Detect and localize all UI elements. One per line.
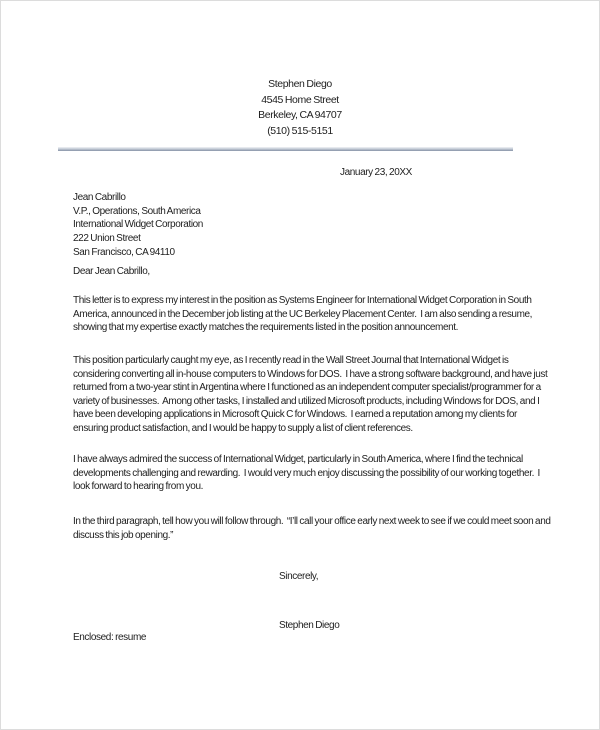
sender-address-block <box>1 77 599 139</box>
signature-name: Stephen Diego <box>279 620 340 631</box>
sender-city-state-zip: Berkeley, CA 94707 <box>258 109 342 122</box>
body-paragraph-4: In the third paragraph, tell how you will follow through. “I’ll call your office early next week to see if we could meet soon and discuss this job opening.” <box>73 516 553 541</box>
sender-name: Stephen Diego <box>268 78 332 90</box>
recipient-city-state-zip: San Francisco, CA 94110 <box>73 246 175 258</box>
letter-date: January 23, 20XX <box>340 167 412 178</box>
enclosure-note: Enclosed: resume <box>73 632 147 643</box>
sender-phone: (510) 515-5151 <box>267 124 333 137</box>
body-paragraph-3: I have always admired the success of International Widget, particularly in South America, where I find the technical developments challenging and rewarding. I would very much enjoy discussing the possibility of our working together. I look forward to hearing from you. <box>73 454 542 493</box>
recipient-name: Jean Cabrillo <box>73 192 126 203</box>
recipient-company: International Widget Corporation <box>73 219 203 231</box>
salutation: Dear Jean Cabrillo, <box>73 266 150 277</box>
recipient-address-block <box>73 191 203 260</box>
recipient-title: V.P., Operations, South America <box>73 205 201 217</box>
recipient-street: 222 Union Street <box>73 233 141 245</box>
valediction: Sincerely, <box>279 571 319 582</box>
body-paragraph-2: This position particularly caught my eye, as I recently read in the Wall Street Journal that International Widget is considering converting all in-house computers to Windows for DOS. I have a strong software background, and have just returned from a two-year stint in Argentina where I functioned as an independent computer specialist/programmer for a variety of businesses. Among other tasks, I installed and utilized Microsoft products, including Windows for DOS, and I have been developing applications in Microsoft Quick C for Windows. I earned a reputation among my clients for ensuring product satisfaction, and I would be happy to supply a list of client references. <box>73 355 550 434</box>
header-divider-rule <box>58 147 513 151</box>
body-paragraph-1: This letter is to express my interest in the position as Systems Engineer for International Widget Corporation in South America, announced in the December job listing at the UC Berkeley Placement Center. I am also sending a resume, showing that my expertise exactly matches the requirements listed in the position announcement. <box>73 295 534 334</box>
sender-street: 4545 Home Street <box>261 93 339 106</box>
